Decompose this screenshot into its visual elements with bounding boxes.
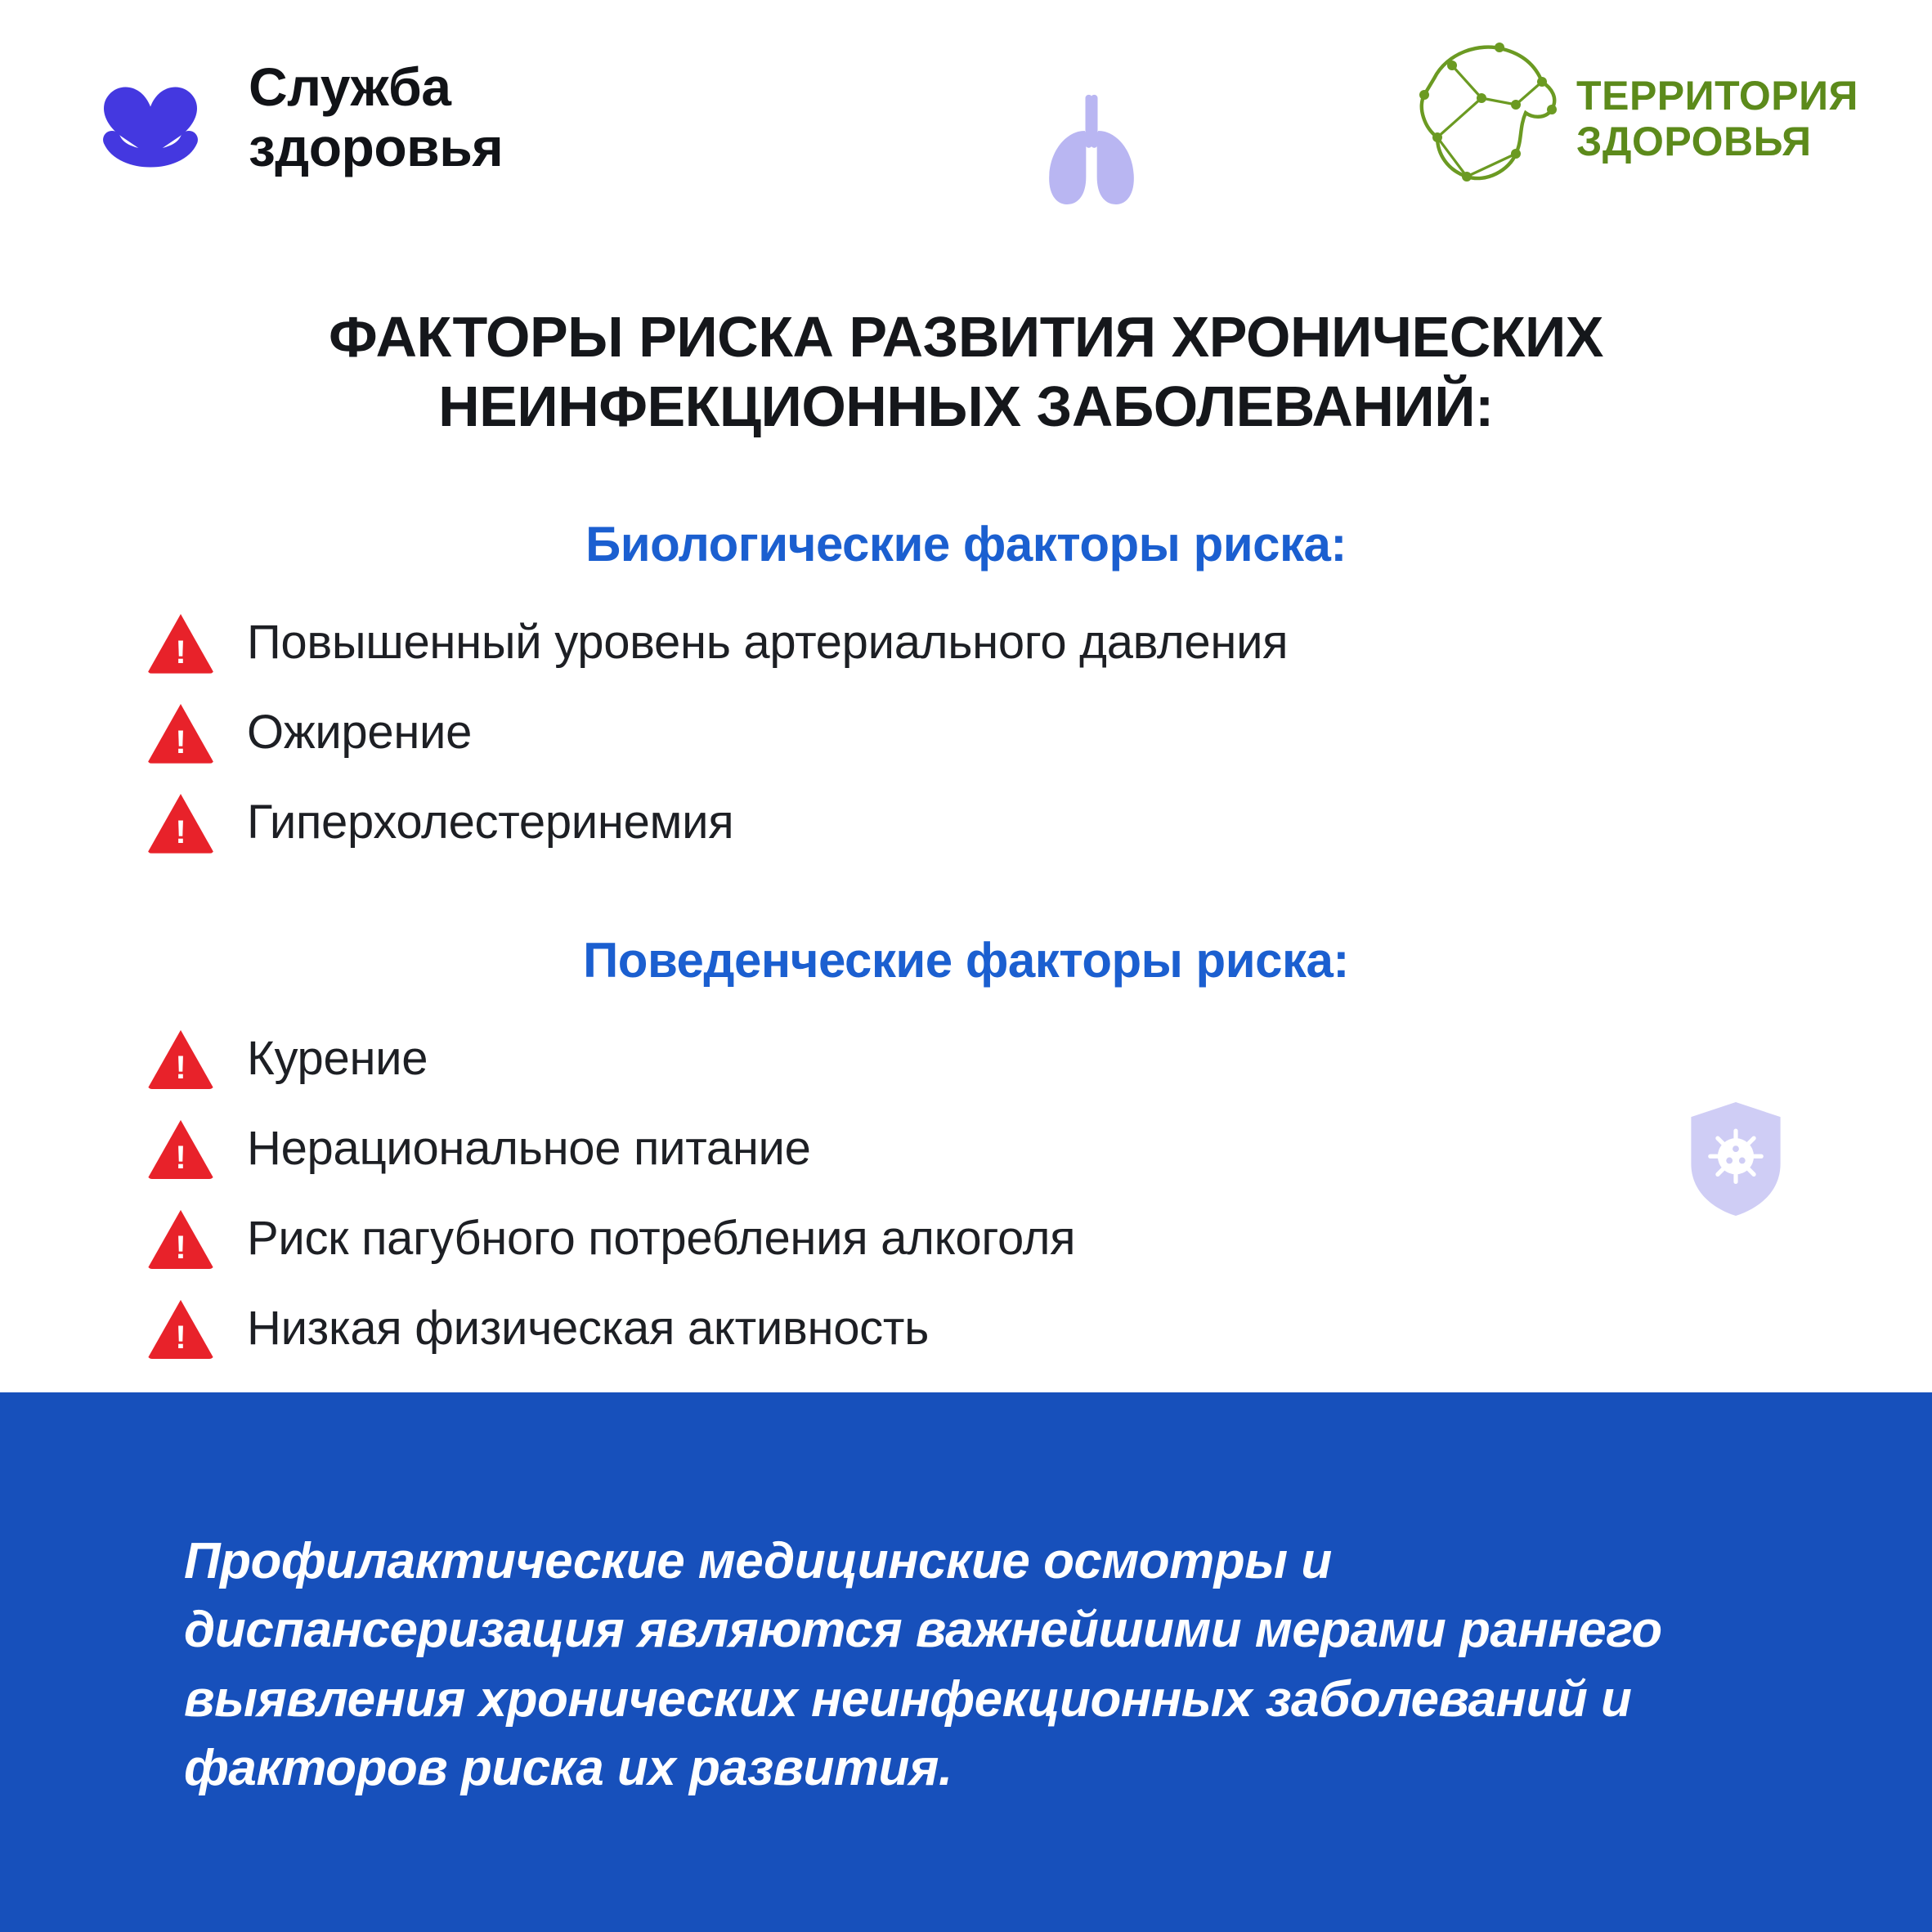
territory-name-line1: ТЕРРИТОРИЯ (1576, 73, 1858, 119)
brand-name (249, 57, 503, 178)
list-item (147, 703, 1932, 764)
warning-triangle-icon: ! (147, 1208, 214, 1269)
list-item-label: Низкая физическая активность (247, 1302, 930, 1356)
list-item (147, 1029, 1932, 1089)
list-item-label: Гиперхолестеринемия (247, 796, 734, 849)
brand-name-line2: здоровья (249, 117, 504, 177)
risk-list-biological (147, 613, 1932, 854)
warning-triangle-icon: ! (147, 793, 214, 854)
section-heading-biological: Биологические факторы риска: (585, 516, 1347, 572)
page-header (0, 0, 1932, 245)
risk-list-behavioral (147, 1029, 1932, 1359)
section-heading-behavioral: Поведенческие факторы риска: (583, 932, 1349, 988)
region-map-icon (1401, 33, 1565, 204)
list-item-label: Курение (247, 1032, 428, 1086)
footer-banner (0, 1392, 1932, 1932)
list-item (147, 1208, 1932, 1269)
list-item-label: Нерациональное питание (247, 1122, 811, 1176)
list-item-label: Повышенный уровень артериального давления (247, 616, 1289, 670)
warning-triangle-icon: ! (147, 613, 214, 674)
list-item (147, 1298, 1932, 1359)
virus-shield-icon (1683, 1096, 1789, 1222)
territory-logo (1401, 33, 1858, 204)
list-item-label: Ожирение (247, 706, 473, 760)
footer-message: Профилактические медицинские осмотры и диспансеризация являются важнейшими мерами раннего выявления хронических неинфекционных заболеваний и факторов риска их развития. (184, 1533, 1662, 1796)
brand-logo (82, 49, 503, 186)
list-item (147, 793, 1932, 854)
territory-name (1576, 73, 1858, 164)
list-item (147, 1118, 1932, 1179)
list-item-label: Риск пагубного потребления алкоголя (247, 1212, 1076, 1266)
heart-smile-icon (82, 49, 219, 186)
list-item (147, 613, 1932, 674)
warning-triangle-icon: ! (147, 1029, 214, 1089)
warning-triangle-icon: ! (147, 1118, 214, 1179)
territory-name-line2: ЗДОРОВЬЯ (1576, 119, 1812, 164)
page-title: ФАКТОРЫ РИСКА РАЗВИТИЯ ХРОНИЧЕСКИХ НЕИНФЕКЦИОННЫХ ЗАБОЛЕВАНИЙ: (329, 305, 1603, 439)
lungs-icon (1018, 90, 1165, 213)
brand-name-line1: Служба (249, 56, 451, 118)
warning-triangle-icon: ! (147, 1298, 214, 1359)
warning-triangle-icon: ! (147, 703, 214, 764)
